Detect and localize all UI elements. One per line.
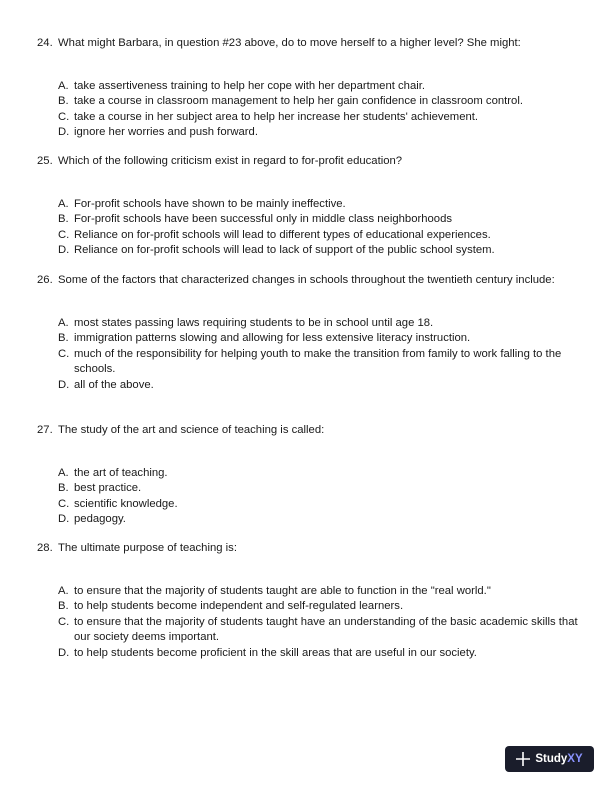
- option-text: ignore her worries and push forward.: [74, 126, 258, 138]
- option-letter: D.: [58, 244, 70, 256]
- option-c: [37, 110, 582, 126]
- option-letter: D.: [58, 513, 70, 525]
- option-text: pedagogy.: [74, 513, 126, 525]
- option-letter: B.: [58, 95, 69, 107]
- option-text: all of the above.: [74, 378, 154, 391]
- option-b: [37, 481, 582, 497]
- option-a: [37, 79, 582, 95]
- option-a: [37, 466, 582, 482]
- option-d: [37, 125, 582, 141]
- question-stem: [37, 154, 582, 170]
- options-list: [37, 79, 582, 141]
- option-letter: D.: [58, 126, 70, 138]
- brand-name-accent: XY: [567, 753, 583, 765]
- brand-name: [535, 753, 582, 765]
- question-28: [37, 541, 582, 661]
- option-letter: C.: [58, 110, 70, 123]
- question-text: Which of the following criticism exist in regard to for-profit education?: [58, 155, 403, 167]
- option-letter: C.: [58, 615, 70, 628]
- option-text: take assertiveness training to help her cope with her department chair.: [74, 79, 426, 92]
- option-text: to ensure that the majority of students taught are able to function in the "real world.": [74, 584, 491, 597]
- question-number: 24.: [37, 37, 53, 49]
- question-number: 25.: [37, 155, 53, 167]
- option-letter: D.: [58, 378, 70, 391]
- option-letter: B.: [58, 600, 69, 612]
- brand-name-main: Study: [535, 753, 568, 765]
- option-letter: A.: [58, 466, 69, 479]
- option-text: take a course in classroom management to help her gain confidence in classroom control.: [74, 95, 523, 107]
- question-stem: [37, 273, 582, 289]
- question-26: [37, 273, 582, 393]
- option-text: to ensure that the majority of students taught have an understanding of the basic academic skills that our society deems important.: [74, 615, 578, 643]
- studyxy-logo-badge[interactable]: [505, 746, 594, 772]
- option-text: to help students become independent and self-regulated learners.: [74, 600, 404, 612]
- option-d: [37, 243, 582, 259]
- option-letter: A.: [58, 79, 69, 92]
- question-text: The study of the art and science of teaching is called:: [58, 424, 325, 436]
- option-text: Reliance on for-profit schools will lead to different types of educational experiences.: [74, 228, 491, 241]
- option-b: [37, 212, 582, 228]
- options-list: [37, 316, 582, 394]
- option-c: [37, 615, 582, 646]
- option-d: [37, 646, 582, 662]
- option-letter: B.: [58, 332, 69, 344]
- option-letter: B.: [58, 482, 69, 494]
- option-b: [37, 94, 582, 110]
- question-text: What might Barbara, in question #23 above, do to move herself to a higher level? She might:: [58, 37, 521, 49]
- option-text: most states passing laws requiring students to be in school until age 18.: [74, 316, 434, 329]
- option-c: [37, 497, 582, 513]
- option-d: [37, 512, 582, 528]
- option-c: [37, 347, 582, 378]
- question-stem: [37, 541, 582, 557]
- option-letter: A.: [58, 316, 69, 329]
- option-a: [37, 584, 582, 600]
- option-a: [37, 316, 582, 332]
- option-letter: A.: [58, 197, 69, 210]
- option-b: [37, 331, 582, 347]
- option-text: the art of teaching.: [74, 466, 168, 479]
- question-25: [37, 154, 582, 259]
- option-text: For-profit schools have been successful only in middle class neighborhoods: [74, 213, 453, 225]
- option-text: For-profit schools have shown to be mainly ineffective.: [74, 197, 346, 210]
- question-number: 28.: [37, 542, 53, 554]
- option-d: [37, 378, 582, 394]
- question-stem: [37, 36, 582, 52]
- option-letter: D.: [58, 646, 70, 659]
- plus-icon: [516, 752, 530, 766]
- option-text: much of the responsibility for helping youth to make the transition from family to work falling to the schools.: [74, 347, 562, 375]
- option-letter: C.: [58, 497, 70, 510]
- option-text: scientific knowledge.: [74, 497, 178, 510]
- option-c: [37, 228, 582, 244]
- question-number: 26.: [37, 274, 53, 286]
- option-b: [37, 599, 582, 615]
- question-number: 27.: [37, 424, 53, 436]
- option-text: to help students become proficient in the skill areas that are useful in our society.: [74, 646, 477, 659]
- option-letter: B.: [58, 213, 69, 225]
- option-letter: A.: [58, 584, 69, 597]
- option-text: Reliance on for-profit schools will lead to lack of support of the public school system.: [74, 244, 495, 256]
- question-stem: [37, 423, 582, 439]
- question-24: [37, 36, 582, 141]
- option-letter: C.: [58, 228, 70, 241]
- options-list: [37, 584, 582, 662]
- option-text: take a course in her subject area to help her increase her students' achievement.: [74, 110, 479, 123]
- option-a: [37, 197, 582, 213]
- question-text: Some of the factors that characterized changes in schools throughout the twentieth century include:: [58, 274, 555, 286]
- options-list: [37, 466, 582, 528]
- option-text: best practice.: [74, 482, 142, 494]
- option-text: immigration patterns slowing and allowing for less extensive literacy instruction.: [74, 332, 471, 344]
- question-27: [37, 423, 582, 528]
- options-list: [37, 197, 582, 259]
- option-letter: C.: [58, 347, 70, 360]
- question-text: The ultimate purpose of teaching is:: [58, 542, 237, 554]
